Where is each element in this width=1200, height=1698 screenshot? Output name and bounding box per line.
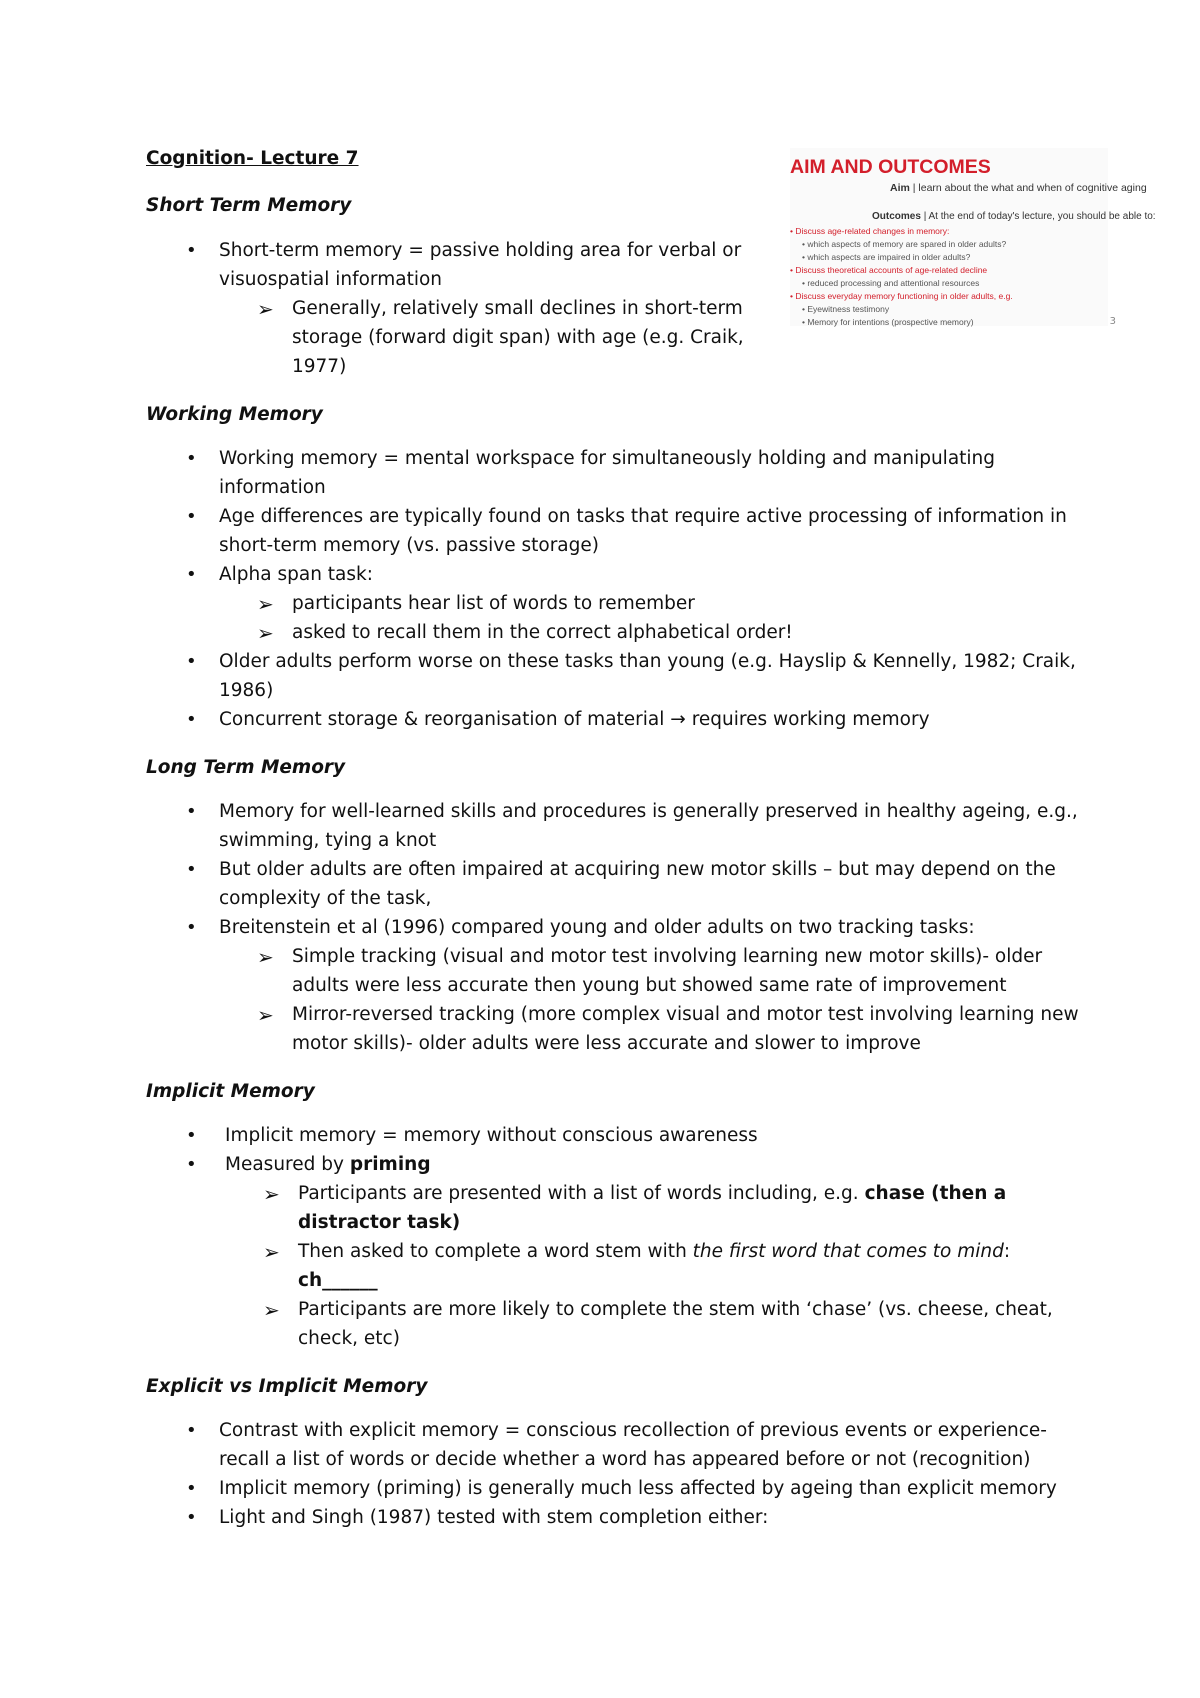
sub-bullet-text: Then asked to complete a word stem with the first word that comes to mind: xyxy=(298,1241,1011,1262)
bullet-glyph: • xyxy=(186,1125,197,1146)
bullet-glyph: • xyxy=(186,448,197,469)
right-arrow-icon: → xyxy=(670,709,686,730)
sub-bullet-text: asked to recall them in the correct alphabetical order! xyxy=(292,622,793,643)
section-heading: Implicit Memory xyxy=(146,1081,315,1102)
bullet-text: information xyxy=(219,477,326,498)
arrow-bullet-icon: ➢ xyxy=(257,621,274,645)
arrow-bullet-icon: ➢ xyxy=(263,1298,280,1322)
sub-bullet-text: Mirror-reversed tracking (more complex visual and motor test involving learning new xyxy=(292,1004,1079,1025)
bullet-glyph: • xyxy=(186,1478,197,1499)
sub-bullet-text: participants hear list of words to remember xyxy=(292,593,695,614)
arrow-bullet-icon: ➢ xyxy=(257,297,274,321)
arrow-bullet-icon: ➢ xyxy=(257,945,274,969)
slide-item: • Discuss theoretical accounts of age-related decline xyxy=(790,265,988,275)
bullet-glyph: • xyxy=(186,1154,197,1175)
slide-thumbnail xyxy=(790,148,1156,327)
slide-title: AIM AND OUTCOMES xyxy=(790,156,991,178)
slide-item: • Discuss age-related changes in memory: xyxy=(790,226,950,236)
sub-bullet-text: adults were less accurate then young but showed same rate of improvement xyxy=(292,975,1007,996)
arrow-bullet-icon: ➢ xyxy=(257,1003,274,1027)
section-heading: Working Memory xyxy=(146,404,323,425)
arrow-bullet-icon: ➢ xyxy=(263,1240,280,1264)
bullet-text: Short-term memory = passive holding area for verbal or xyxy=(219,240,742,261)
bullet-text: Concurrent storage & reorganisation of material → requires working memory xyxy=(219,709,930,730)
sub-bullet-text: Participants are more likely to complete the stem with ‘chase’ (vs. cheese, cheat, xyxy=(298,1299,1053,1320)
document-title: Cognition- Lecture 7 xyxy=(146,148,359,169)
bullet-text: Working memory = mental workspace for simultaneously holding and manipulating xyxy=(219,448,996,469)
bullet-glyph: • xyxy=(186,859,197,880)
bullet-text: complexity of the task, xyxy=(219,888,432,909)
slide-page-mark: 3 xyxy=(1109,316,1116,327)
slide-item: • which aspects are impaired in older adults? xyxy=(802,252,971,262)
bullet-text: Memory for well-learned skills and procedures is generally preserved in healthy ageing, e.g., xyxy=(219,801,1078,822)
bullet-glyph: • xyxy=(186,1507,197,1528)
bullet-text: Implicit memory (priming) is generally much less affected by ageing than explicit memory xyxy=(219,1478,1057,1499)
bullet-text: Alpha span task: xyxy=(219,564,373,585)
sub-bullet-text: 1977) xyxy=(292,356,347,377)
bullet-text: Older adults perform worse on these tasks than young (e.g. Hayslip & Kennelly, 1982; Craik, xyxy=(219,651,1076,672)
sub-bullet-text: Generally, relatively small declines in short-term xyxy=(292,298,743,319)
bullet-text: swimming, tying a knot xyxy=(219,830,437,851)
bullet-glyph: • xyxy=(186,801,197,822)
bullet-text: short-term memory (vs. passive storage) xyxy=(219,535,599,556)
bullet-text: Age differences are typically found on tasks that require active processing of information in xyxy=(219,506,1067,527)
bullet-text: recall a list of words or decide whether a word has appeared before or not (recognition) xyxy=(219,1449,1031,1470)
bullet-glyph: • xyxy=(186,917,197,938)
bullet-text: Contrast with explicit memory = conscious recollection of previous events or experience- xyxy=(219,1420,1047,1441)
bullet-text: But older adults are often impaired at acquiring new motor skills – but may depend on the xyxy=(219,859,1056,880)
bullet-text: Light and Singh (1987) tested with stem completion either: xyxy=(219,1507,769,1528)
slide-outcomes: Outcomes | At the end of today's lecture, you should be able to: xyxy=(872,211,1156,222)
bullet-glyph: • xyxy=(186,240,197,261)
bullet-text: 1986) xyxy=(219,680,274,701)
section-heading: Short Term Memory xyxy=(146,195,352,216)
sub-bullet-text: Participants are presented with a list of words including, e.g. chase (then a xyxy=(298,1183,1007,1204)
slide-item: • reduced processing and attentional resources xyxy=(802,278,980,288)
bullet-text: visuospatial information xyxy=(219,269,443,290)
bullet-glyph: • xyxy=(186,651,197,672)
section-heading: Long Term Memory xyxy=(146,757,346,778)
bullet-glyph: • xyxy=(186,709,197,730)
bullet-text: Implicit memory = memory without conscious awareness xyxy=(225,1125,758,1146)
slide-item: • which aspects of memory are spared in older adults? xyxy=(802,239,1007,249)
sub-bullet-text: Simple tracking (visual and motor test involving learning new motor skills)- older xyxy=(292,946,1043,967)
slide-item: • Memory for intentions (prospective memory) xyxy=(802,317,974,327)
sub-bullet-text: ch______ xyxy=(298,1270,378,1291)
section-heading: Explicit vs Implicit Memory xyxy=(146,1376,428,1397)
arrow-bullet-icon: ➢ xyxy=(257,592,274,616)
slide-item: • Eyewitness testimony xyxy=(802,304,890,314)
arrow-bullet-icon: ➢ xyxy=(263,1182,280,1206)
sub-bullet-text: motor skills)- older adults were less accurate and slower to improve xyxy=(292,1033,921,1054)
bullet-glyph: • xyxy=(186,564,197,585)
slide-item: • Discuss everyday memory functioning in older adults, e.g. xyxy=(790,291,1013,301)
slide-aim: Aim | learn about the what and when of cognitive aging xyxy=(890,182,1147,194)
bullet-text: Measured by priming xyxy=(225,1154,431,1175)
bullet-glyph: • xyxy=(186,506,197,527)
bullet-text: Breitenstein et al (1996) compared young and older adults on two tracking tasks: xyxy=(219,917,975,938)
sub-bullet-text: distractor task) xyxy=(298,1212,461,1233)
sub-bullet-text: storage (forward digit span) with age (e.g. Craik, xyxy=(292,327,744,348)
sub-bullet-text: check, etc) xyxy=(298,1328,400,1349)
bullet-glyph: • xyxy=(186,1420,197,1441)
